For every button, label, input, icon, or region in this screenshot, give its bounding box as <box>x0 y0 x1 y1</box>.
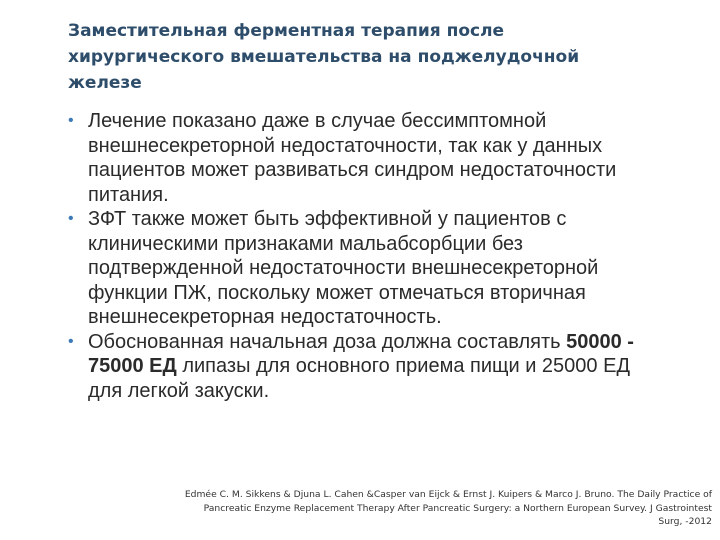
dose-range-end: 75000 ЕД <box>88 355 177 377</box>
bullet-text-line: внешнесекреторной недостаточности, так как у данных <box>88 134 603 157</box>
dose-range-start: 50000 - <box>566 330 634 353</box>
bullet-text-line: подтвержденной недостаточности внешнесекреторной <box>88 257 599 279</box>
dose-text: липазы для основного приема пищи и 25000 ЕД <box>176 355 630 377</box>
bullet-item <box>66 330 706 404</box>
citation-line: Edmée C. M. Sikkens & Djuna L. Cahen &Casper van Eijck & Ernst J. Kuipers & Marco J. Bruno. The Daily Practice of <box>184 489 712 500</box>
citation-line: Surg, -2012 <box>658 516 712 527</box>
bullet-list <box>66 109 706 403</box>
bullet-text-line: клиническими признаками мальабсорбции без <box>88 232 523 255</box>
bullet-text-line: пациентов может развиваться синдром недостаточности <box>88 159 617 181</box>
bullet-text-line: функции ПЖ, поскольку может отмечаться вторичная <box>88 281 586 304</box>
title-line: хирургического вмешательства на поджелудочной <box>68 47 580 67</box>
bullet-text-line <box>88 354 706 379</box>
bullet-item <box>66 109 706 207</box>
bullet-text-line: для легкой закуски. <box>88 379 270 402</box>
bullet-dot-icon: • <box>68 210 74 227</box>
citation <box>112 488 712 529</box>
bullet-dot-icon: • <box>68 332 74 350</box>
bullet-text-line: ЗФТ также может быть эффективной у пациентов с <box>88 208 567 230</box>
bullet-text-line: внешнесекреторная недостаточность. <box>88 306 442 328</box>
title-line: железе <box>68 73 142 93</box>
slide-title <box>68 18 628 96</box>
bullet-text-line: Лечение показано даже в случае бессимптомной <box>88 110 547 132</box>
citation-line: Pancreatic Enzyme Replacement Therapy After Pancreatic Surgery: a Northern European Survey. J Gastrointest <box>203 502 712 514</box>
bullet-dot-icon: • <box>68 112 74 129</box>
bullet-text-line: питания. <box>88 183 169 206</box>
dose-text: Обоснованная начальная доза должна составлять <box>88 330 567 353</box>
bullet-text-line <box>88 330 706 355</box>
bullet-item <box>66 207 706 330</box>
title-line: Заместительная ферментная терапия после <box>68 21 505 41</box>
